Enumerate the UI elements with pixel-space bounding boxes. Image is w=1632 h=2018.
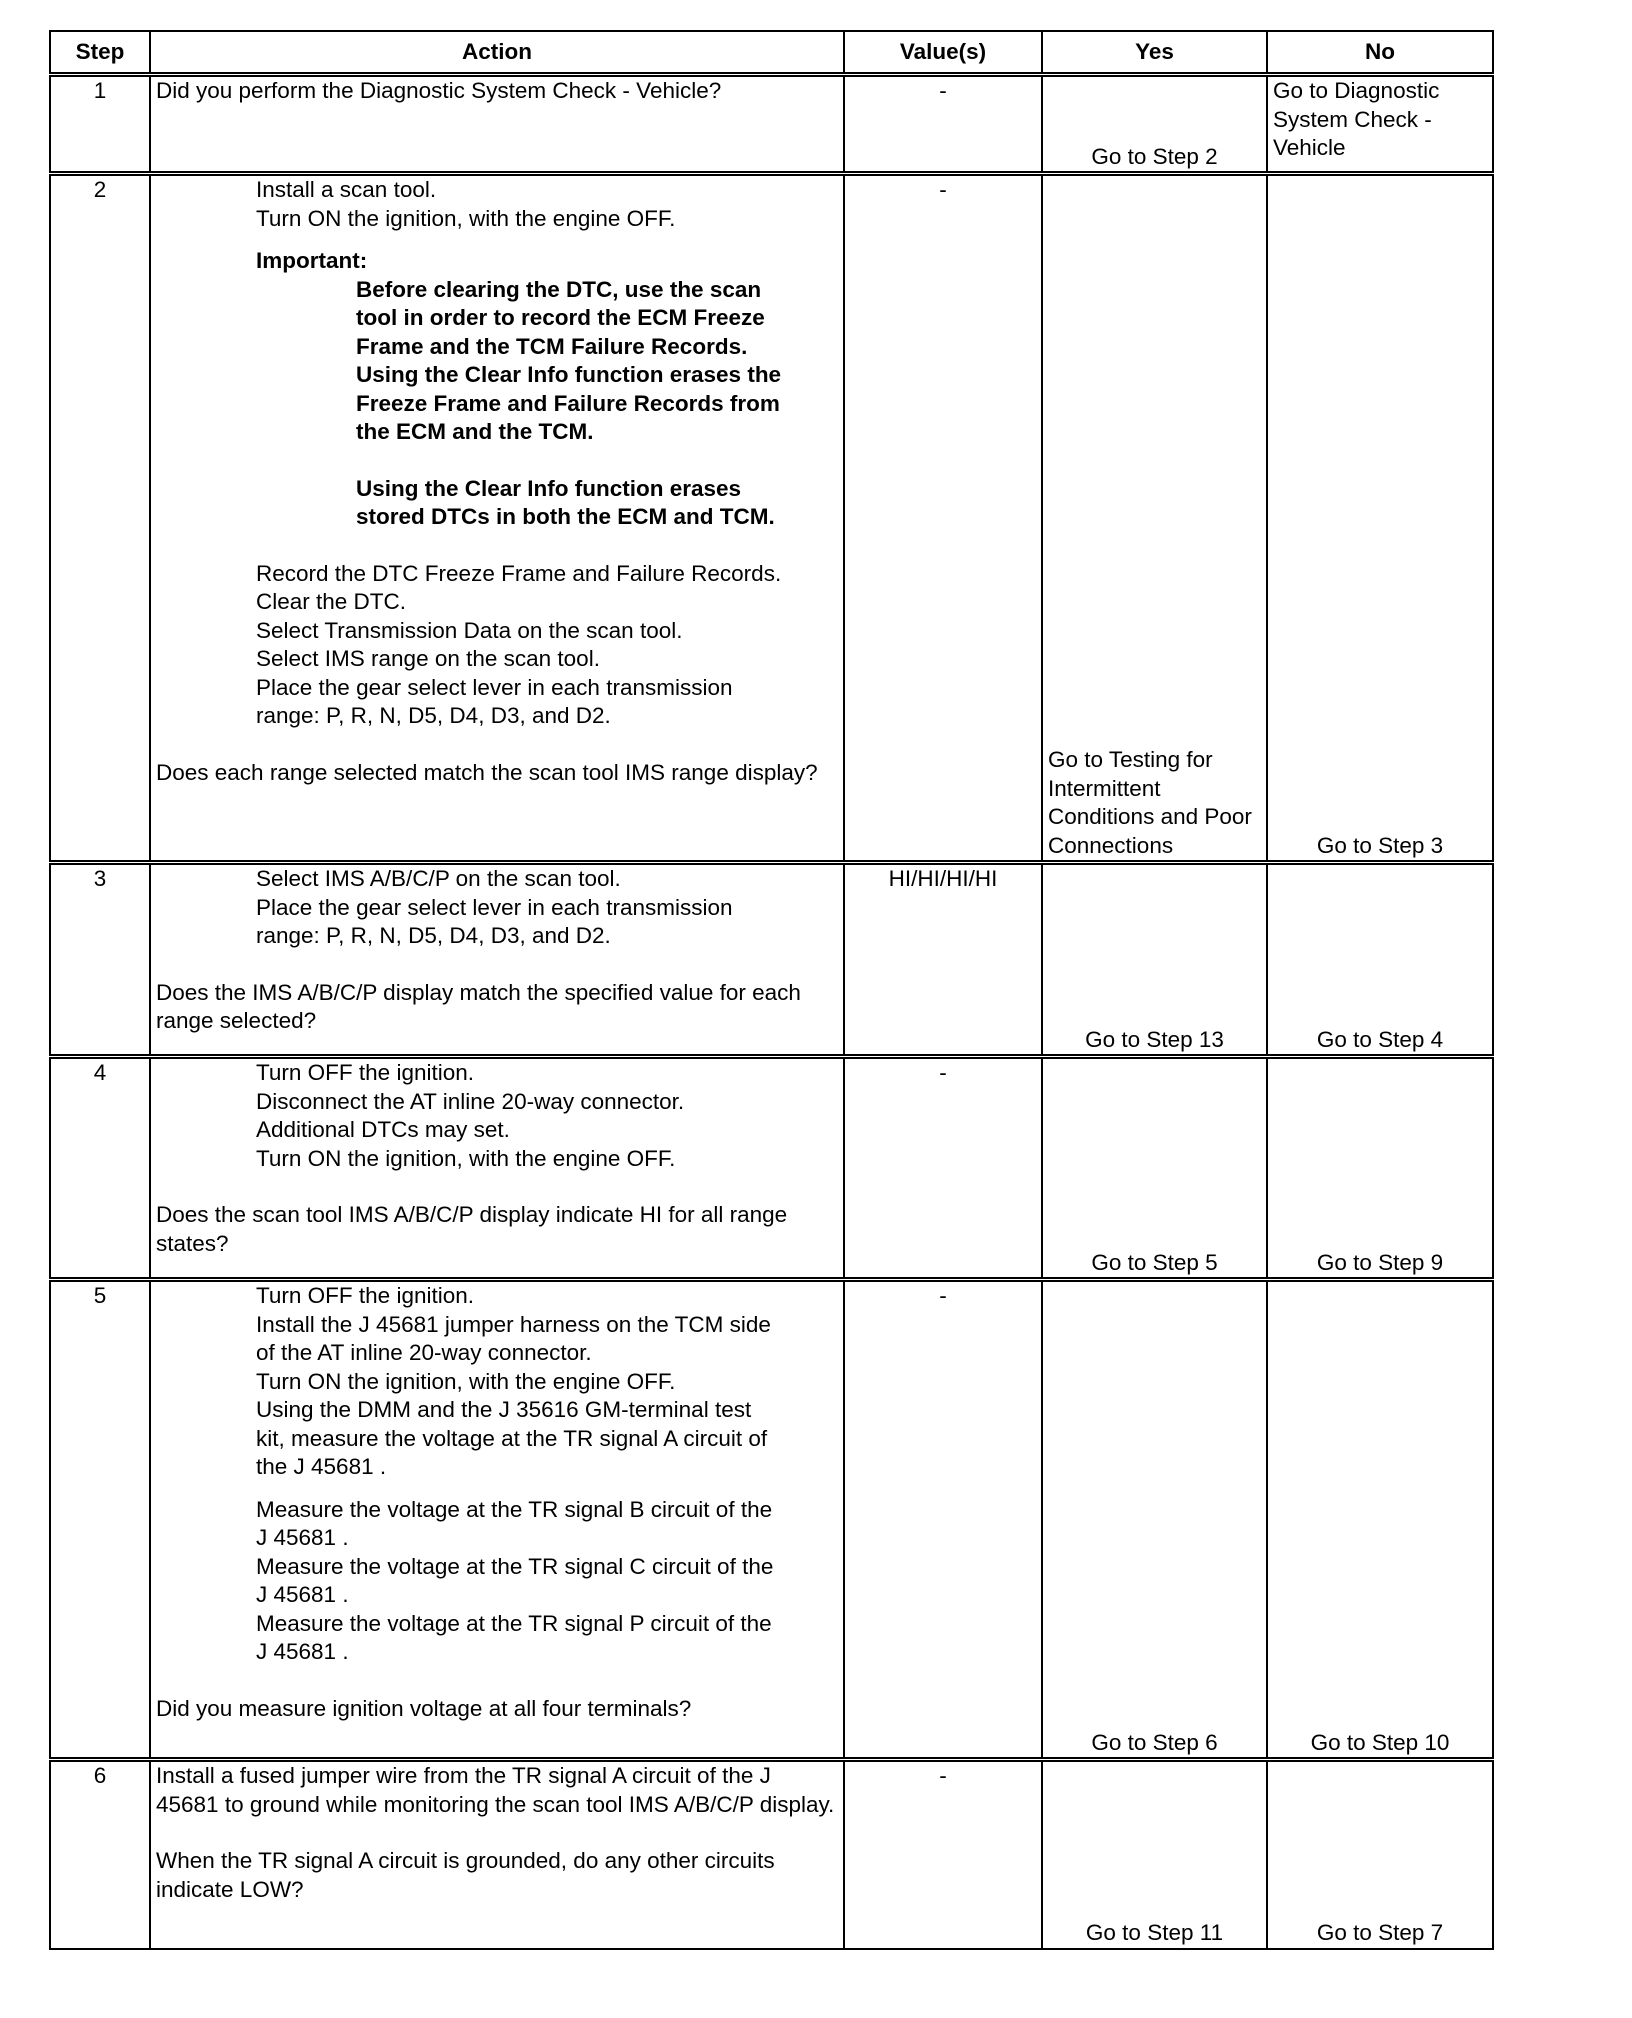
yes-cell [1042,174,1267,863]
action-question: Did you perform the Diagnostic System Check - Vehicle? [156,78,722,103]
action-line: Using the DMM and the J 35616 GM-terminal test [256,1397,752,1422]
step-number: 4 [50,1057,150,1280]
action-cell [150,174,844,863]
yes-cell [1042,1057,1267,1280]
action-line: Select Transmission Data on the scan tool. [256,617,683,643]
value-cell: - [844,1280,1042,1760]
action-line: Turn OFF the ignition. [256,1060,475,1085]
action-line: kit, measure the voltage at the TR signal A circuit of [256,1425,768,1451]
table-row-step-1 [50,75,1493,174]
action-line: Place the gear select lever in each transmission [256,894,733,920]
action-question: When the TR signal A circuit is grounded, do any other circuits indicate LOW? [156,1848,775,1902]
value-cell: - [844,75,1042,174]
header-step: Step [50,31,150,75]
no-action: Go to Step 10 [1310,1729,1450,1755]
table-row-step-5 [50,1280,1493,1760]
value-cell: - [844,1057,1042,1280]
yes-cell [1042,1760,1267,1949]
no-cell [1267,174,1493,863]
action-line: J 45681 . [256,1639,349,1664]
action-question: Did you measure ignition voltage at all four terminals? [156,1695,692,1721]
important-label: Important: [256,248,368,273]
action-cell [150,75,844,174]
action-line: range: P, R, N, D5, D4, D3, and D2. [256,923,611,948]
action-question: Does the IMS A/B/C/P display match the specified value for each range selected? [156,979,801,1033]
no-cell [1267,863,1493,1057]
action-cell [150,1057,844,1280]
action-line: Disconnect the AT inline 20-way connector. [256,1088,685,1114]
action-line: Record the DTC Freeze Frame and Failure Records. [256,560,782,586]
yes-action: Go to Step 6 [1091,1729,1218,1755]
header-values: Value(s) [844,31,1042,75]
action-text: Install a fused jumper wire from the TR signal A circuit of the J 45681 to ground while monitoring the scan tool IMS A/B/C/P display. [156,1763,835,1817]
important-line: stored DTCs in both the ECM and TCM. [356,504,775,529]
action-line: Place the gear select lever in each transmission [256,674,733,700]
action-line: Select IMS A/B/C/P on the scan tool. [256,866,621,891]
action-line: of the AT inline 20-way connector. [256,1340,592,1365]
action-line: Clear the DTC. [256,589,407,614]
action-line: the J 45681 . [256,1454,387,1479]
action-line: Measure the voltage at the TR signal B circuit of the [256,1496,773,1522]
yes-cell [1042,1280,1267,1760]
yes-action: Go to Step 2 [1091,143,1218,169]
no-action: Go to Step 3 [1316,832,1444,858]
action-line: range: P, R, N, D5, D4, D3, and D2. [256,703,611,728]
no-action: Go to Step 7 [1316,1920,1444,1945]
action-line: J 45681 . [256,1582,349,1607]
value-cell: - [844,1760,1042,1949]
diagnostic-table [49,30,1494,1950]
important-line: Frame and the TCM Failure Records. [356,333,748,359]
no-action: Go to Diagnostic System Check - Vehicle [1273,78,1440,160]
action-line: Install a scan tool. [256,177,437,202]
important-line: Freeze Frame and Failure Records from [356,390,780,416]
header-yes: Yes [1042,31,1267,75]
table-row-step-2 [50,174,1493,863]
action-line: Turn ON the ignition, with the engine OFF. [256,1145,676,1171]
step-number: 2 [50,174,150,863]
important-line: Before clearing the DTC, use the scan [356,276,762,302]
no-action: Go to Step 4 [1316,1026,1444,1052]
action-line: Measure the voltage at the TR signal P circuit of the [256,1610,772,1636]
header-no: No [1267,31,1493,75]
action-cell [150,1280,844,1760]
important-line: tool in order to record the ECM Freeze [356,305,765,330]
action-line: Turn ON the ignition, with the engine OFF. [256,1368,676,1394]
action-line: Turn OFF the ignition. [256,1283,475,1308]
action-question: Does each range selected match the scan tool IMS range display? [156,759,818,785]
value-cell: - [844,174,1042,863]
value-cell: HI/HI/HI/HI [844,863,1042,1057]
action-line: J 45681 . [256,1525,349,1550]
step-number: 6 [50,1760,150,1949]
no-cell [1267,1280,1493,1760]
yes-action: Go to Step 5 [1091,1249,1218,1275]
yes-cell [1042,863,1267,1057]
header-row [50,31,1493,75]
action-line: Select IMS range on the scan tool. [256,646,600,671]
step-number: 3 [50,863,150,1057]
no-cell [1267,1760,1493,1949]
no-cell [1267,1057,1493,1280]
table-row-step-3 [50,863,1493,1057]
action-line: Measure the voltage at the TR signal C circuit of the [256,1553,774,1579]
step-number: 1 [50,75,150,174]
no-cell [1267,75,1493,174]
action-line: Turn ON the ignition, with the engine OFF. [256,205,676,231]
action-cell [150,863,844,1057]
no-action: Go to Step 9 [1316,1249,1444,1275]
important-line: the ECM and the TCM. [356,419,594,444]
yes-action: Go to Step 13 [1085,1026,1224,1052]
action-question: Does the scan tool IMS A/B/C/P display indicate HI for all range states? [156,1202,788,1256]
important-line: Using the Clear Info function erases the [356,362,782,387]
action-line: Additional DTCs may set. [256,1117,510,1142]
table-row-step-6 [50,1760,1493,1949]
action-cell [150,1760,844,1949]
table-row-step-4 [50,1057,1493,1280]
action-line: Install the J 45681 jumper harness on the TCM side [256,1311,771,1337]
yes-action: Go to Testing for Intermittent Conditions and Poor Connections [1048,747,1252,858]
step-number: 5 [50,1280,150,1760]
important-line: Using the Clear Info function erases [356,475,742,501]
yes-cell [1042,75,1267,174]
yes-action: Go to Step 11 [1085,1920,1224,1945]
header-action: Action [150,31,844,75]
